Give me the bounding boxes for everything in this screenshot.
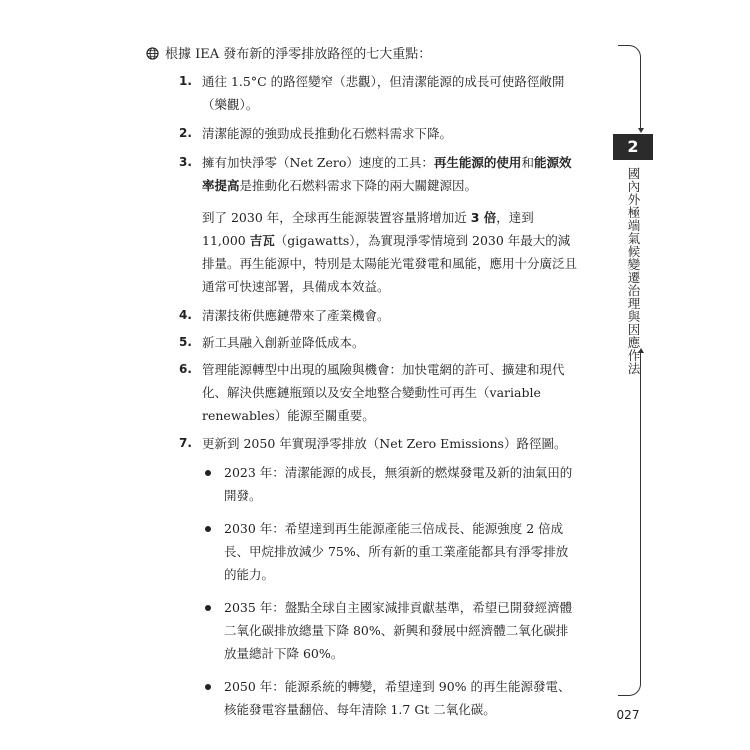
item-number: 6. <box>179 362 192 376</box>
item-text: 清潔能源的強勁成長推動化石燃料需求下降。 <box>202 126 453 141</box>
bullet-item <box>202 596 580 665</box>
heading-text: 根據 IEA 發布新的淨零排放路徑的七大重點： <box>165 47 432 62</box>
list-item <box>180 70 580 116</box>
bullet-text: 2023 年：清潔能源的成長，無須新的燃煤發電及新的油氣田的開發。 <box>224 465 573 503</box>
item-text: 新工具融入創新並降低成本。 <box>202 335 365 350</box>
chapter-number-badge: 2 <box>613 134 653 160</box>
item-number: 4. <box>179 308 192 322</box>
item-text <box>202 151 580 197</box>
list-item <box>180 151 580 197</box>
arrow-down-icon <box>638 128 644 133</box>
item-text: 通往 1.5°C 的路徑變窄（悲觀），但清潔能源的成長可使路徑敞開（樂觀）。 <box>202 74 565 112</box>
item-3-paragraph <box>202 206 580 298</box>
bullet-dot <box>205 605 211 611</box>
item-text-bold: 再生能源的使用 <box>433 155 522 170</box>
milestone-bullets <box>202 461 580 721</box>
item-text-part: 和 <box>521 155 534 170</box>
arrow-up-icon <box>638 348 644 353</box>
chapter-title: 國內外極端氣候變遷治理與因應作法 <box>626 167 641 375</box>
bullet-text: 2030 年：希望達到再生能源產能三倍成長、能源強度 2 倍成長、甲烷排放減少 75%、所有新的重工業產能都具有淨零排放的能力。 <box>224 521 569 582</box>
paragraph-part: 到了 2030 年，全球再生能源裝置容量將增加近 <box>202 210 471 225</box>
item-text-part: 擁有加快淨零（Net Zero）速度的工具： <box>202 155 434 170</box>
item-text-part: 是推動化石燃料需求下降的兩大關鍵源因。 <box>239 178 478 193</box>
bullet-item <box>202 461 580 507</box>
list-item <box>180 122 580 145</box>
bullet-item <box>202 517 580 586</box>
bullet-dot <box>205 684 211 690</box>
item-number: 7. <box>179 436 192 450</box>
chapter-tab-bracket-top <box>618 45 641 131</box>
bullet-text: 2035 年：盤點全球自主國家減排貢獻基準，希望已開發經濟體二氧化碳排放總量下降 80%、新興和發展中經濟體二氧化碳排放量總計下降 60%。 <box>224 600 573 661</box>
page-number: 027 <box>616 708 640 722</box>
list-item <box>180 331 580 354</box>
paragraph-part: （gigawatts），為實現淨零情境到 2030 年最大的減排量。再生能源中，特別是太陽能光電發電和風能，應用十分廣泛且通常可快速部署，具備成本效益。 <box>202 233 578 294</box>
bullet-dot <box>205 526 211 532</box>
item-text: 清潔技術供應鏈帶來了產業機會。 <box>202 308 390 323</box>
list-item <box>180 358 580 427</box>
paragraph-bold: 吉瓦 <box>249 233 275 248</box>
item-text-bold: 能源效率提高 <box>202 155 572 193</box>
item-text: 管理能源轉型中出現的風險與機會：加快電網的許可、擴建和現代化、解決供應鏈瓶頸以及安全地整合變動性可再生（variable renewables）能源至關重要。 <box>202 362 565 423</box>
paragraph-part: ，達到 11,000 <box>202 210 534 248</box>
globe-icon <box>146 47 159 60</box>
section-heading <box>146 44 586 66</box>
paragraph-bold: 3 倍 <box>470 210 497 225</box>
item-number: 2. <box>179 126 192 140</box>
bullet-text: 2050 年：能源系統的轉變，希望達到 90% 的再生能源發電、核能發電容量翻倍、每年清除 1.7 Gt 二氧化碳。 <box>224 679 571 717</box>
bullet-dot <box>205 470 211 476</box>
list-item <box>180 432 580 455</box>
item-number: 5. <box>179 335 192 349</box>
item-number: 1. <box>179 74 192 88</box>
chapter-tab-bracket-bottom <box>618 350 641 696</box>
item-number: 3. <box>179 155 192 169</box>
list-item <box>180 304 580 327</box>
item-text: 更新到 2050 年實現淨零排放（Net Zero Emissions）路徑圖。 <box>202 436 567 451</box>
key-points-list <box>180 70 580 721</box>
bullet-item <box>202 675 580 721</box>
